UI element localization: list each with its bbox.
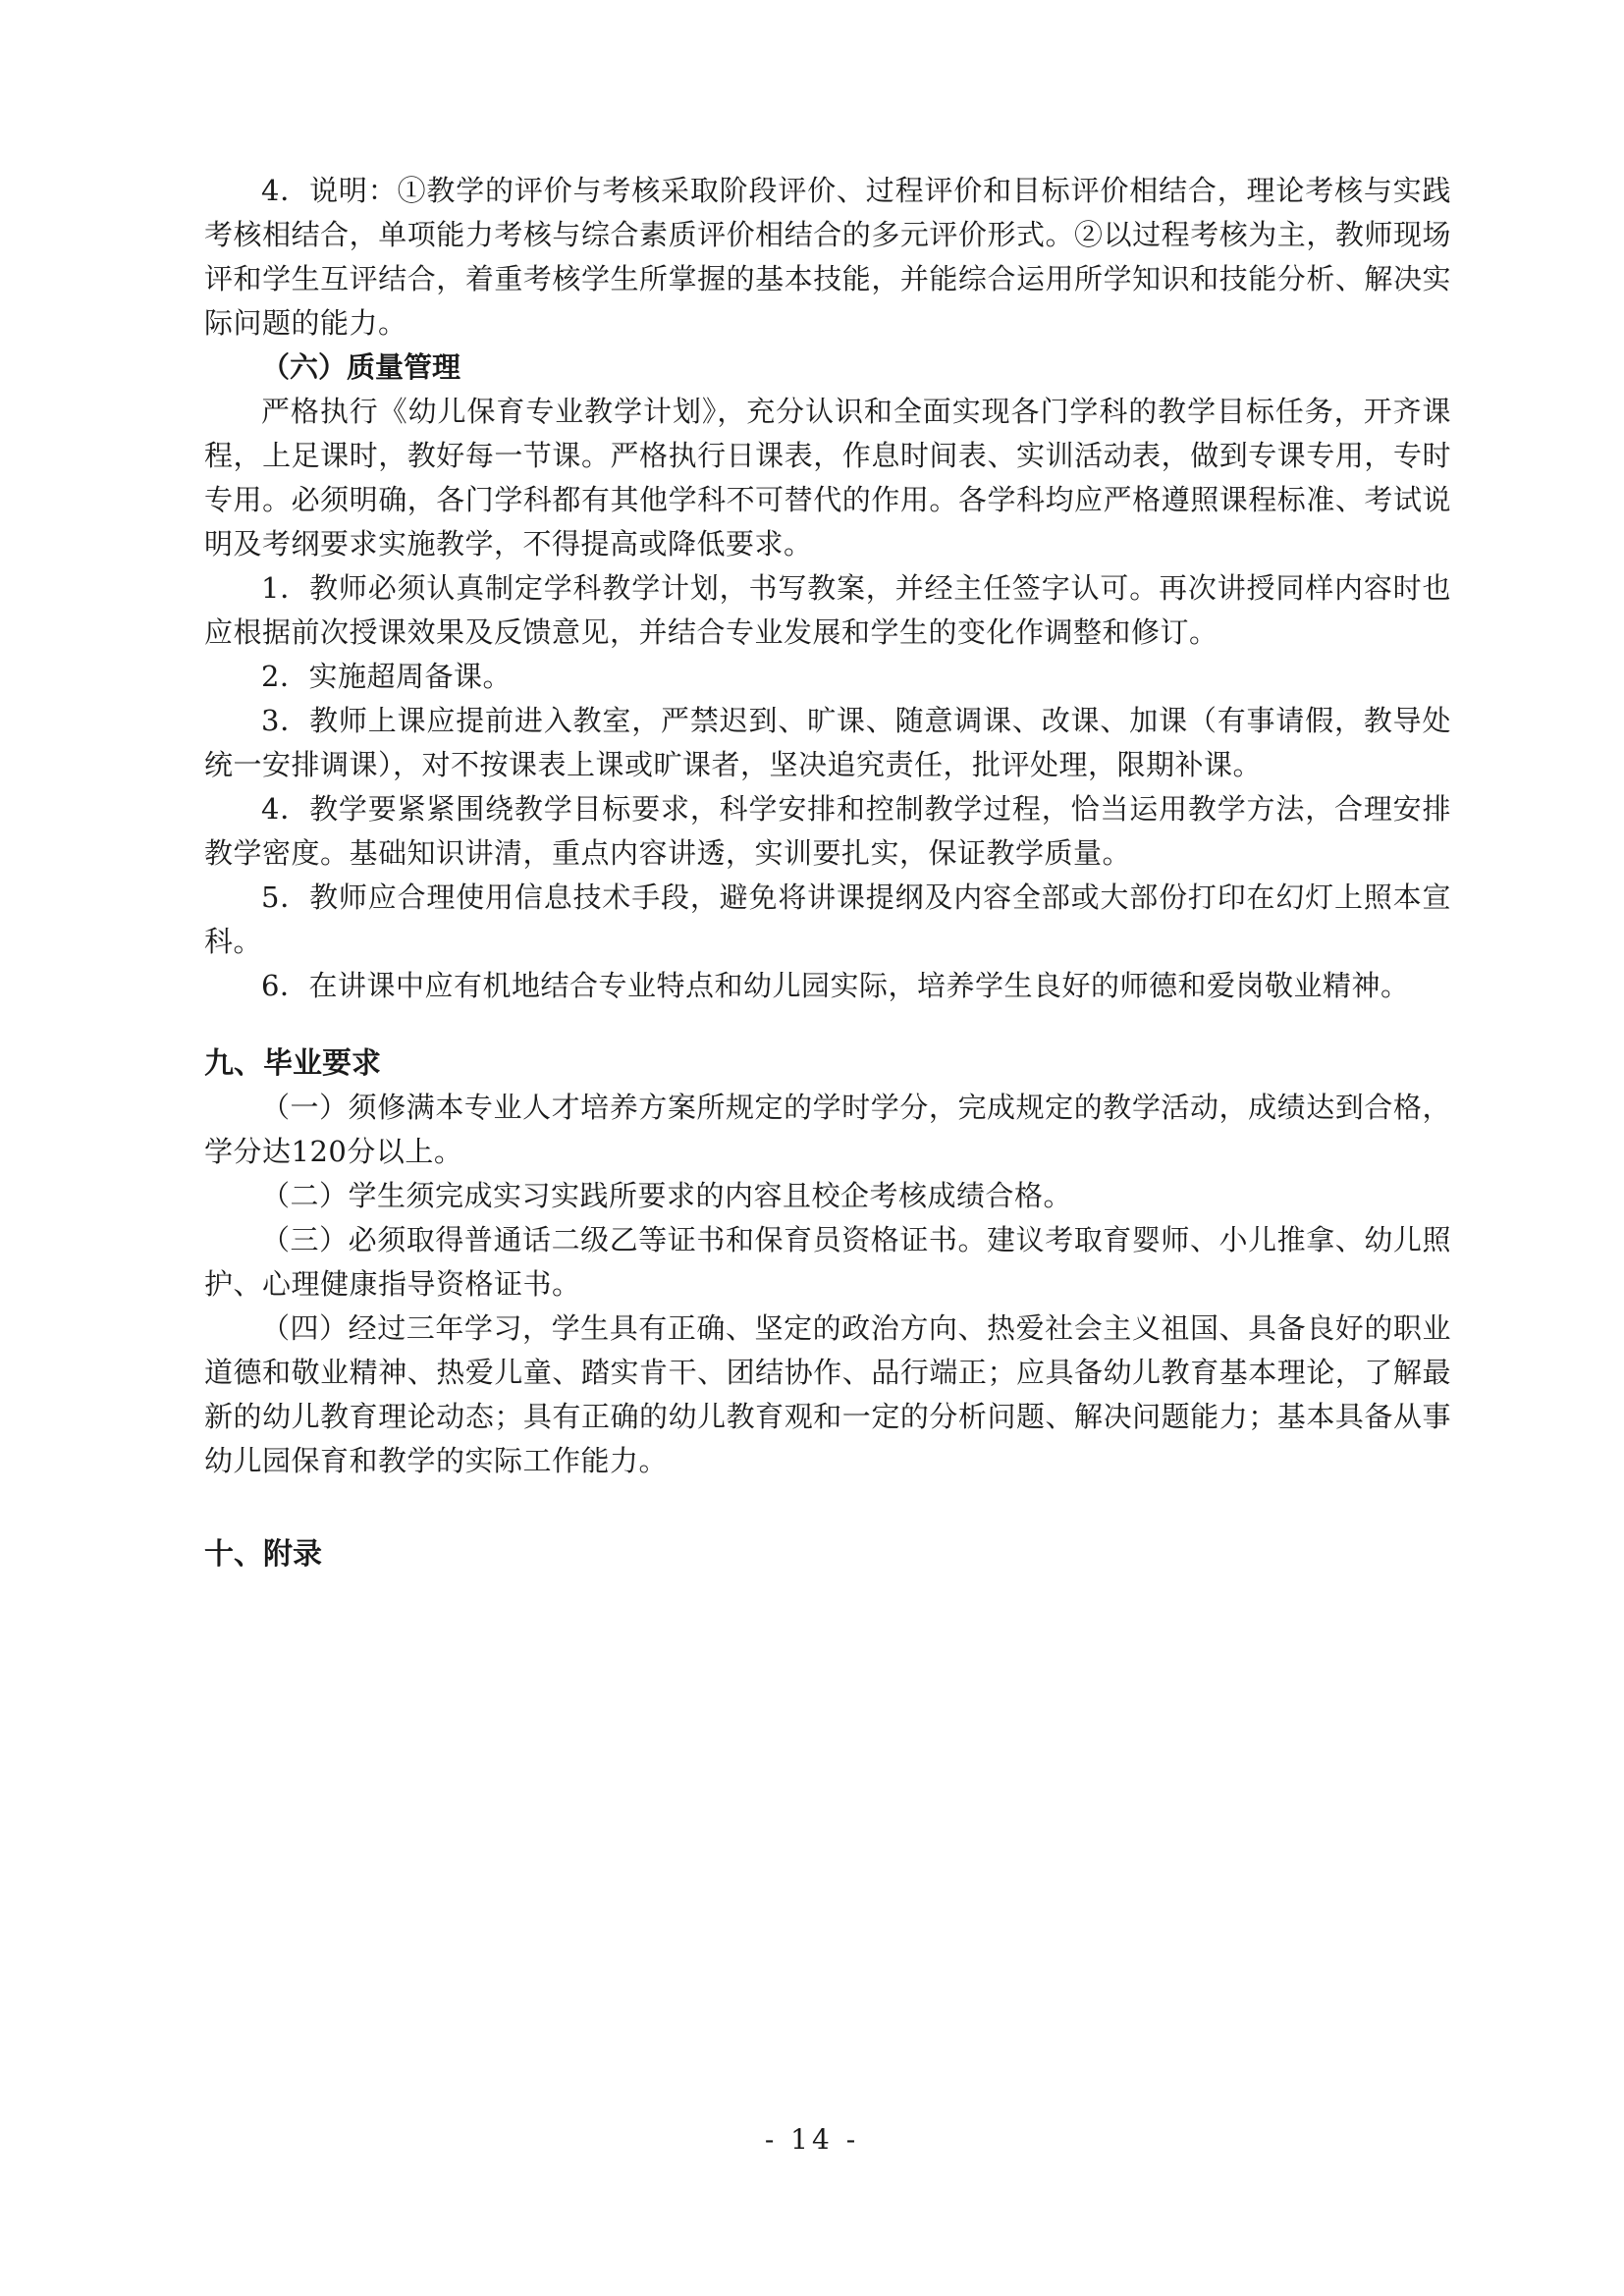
quality-item-5: 5．教师应合理使用信息技术手段，避免将讲课提纲及内容全部或大部份打印在幻灯上照本宣科。: [204, 881, 1451, 958]
graduation-item-4: （四）经过三年学习，学生具有正确、坚定的政治方向、热爱社会主义祖国、具备良好的职业道德和敬业精神、热爱儿童、踏实肯干、团结协作、品行端正；应具备幼儿教育基本理论，了解最新的幼儿教育理论动态；具有正确的幼儿教育观和一定的分析问题、解决问题能力；基本具备从事幼儿园保育和教学的实际工作能力。: [204, 1311, 1451, 1477]
page-content: [204, 169, 1451, 1576]
graduation-item-3: （三）必须取得普通话二级乙等证书和保育员资格证书。建议考取育婴师、小儿推拿、幼儿照护、心理健康指导资格证书。: [204, 1223, 1451, 1301]
graduation-item-1: （一）须修满本专业人才培养方案所规定的学时学分，完成规定的教学活动，成绩达到合格，学分达120分以上。: [204, 1091, 1451, 1168]
quality-item-6: 6．在讲课中应有机地结合专业特点和幼儿园实际，培养学生良好的师德和爱岗敬业精神。: [261, 969, 1410, 1002]
quality-item-2: 2．实施超周备课。: [261, 660, 512, 693]
quality-management-heading: （六）质量管理: [261, 350, 461, 384]
quality-item-3: 3．教师上课应提前进入教室，严禁迟到、旷课、随意调课、改课、加课（有事请假，教导处统一安排调课），对不按课表上课或旷课者，坚决追究责任，批评处理，限期补课。: [204, 704, 1451, 781]
quality-item-4: 4．教学要紧紧围绕教学目标要求，科学安排和控制教学过程，恰当运用教学方法，合理安排教学密度。基础知识讲清，重点内容讲透，实训要扎实，保证教学质量。: [204, 792, 1451, 870]
quality-paragraph-intro: 严格执行《幼儿保育专业教学计划》，充分认识和全面实现各门学科的教学目标任务，开齐课程，上足课时，教好每一节课。严格执行日课表，作息时间表、实训活动表，做到专课专用，专时专用。必须明确，各门学科都有其他学科不可替代的作用。各学科均应严格遵照课程标准、考试说明及考纲要求实施教学，不得提高或降低要求。: [204, 395, 1451, 561]
graduation-requirements-heading: 九、毕业要求: [204, 1046, 381, 1081]
appendix-heading: 十、附录: [204, 1537, 322, 1572]
page-number: - 14 -: [764, 2123, 860, 2156]
quality-item-1: 1．教师必须认真制定学科教学计划，书写教案，并经主任签字认可。再次讲授同样内容时也应根据前次授课效果及反馈意见，并结合专业发展和学生的变化作调整和修订。: [204, 571, 1451, 649]
evaluation-note-paragraph: 4．说明：①教学的评价与考核采取阶段评价、过程评价和目标评价相结合，理论考核与实践考核相结合，单项能力考核与综合素质评价相结合的多元评价形式。②以过程考核为主，教师现场评和学生互评结合，着重考核学生所掌握的基本技能，并能综合运用所学知识和技能分析、解决实际问题的能力。: [204, 174, 1451, 340]
graduation-item-2: （二）学生须完成实习实践所要求的内容且校企考核成绩合格。: [261, 1179, 1073, 1212]
